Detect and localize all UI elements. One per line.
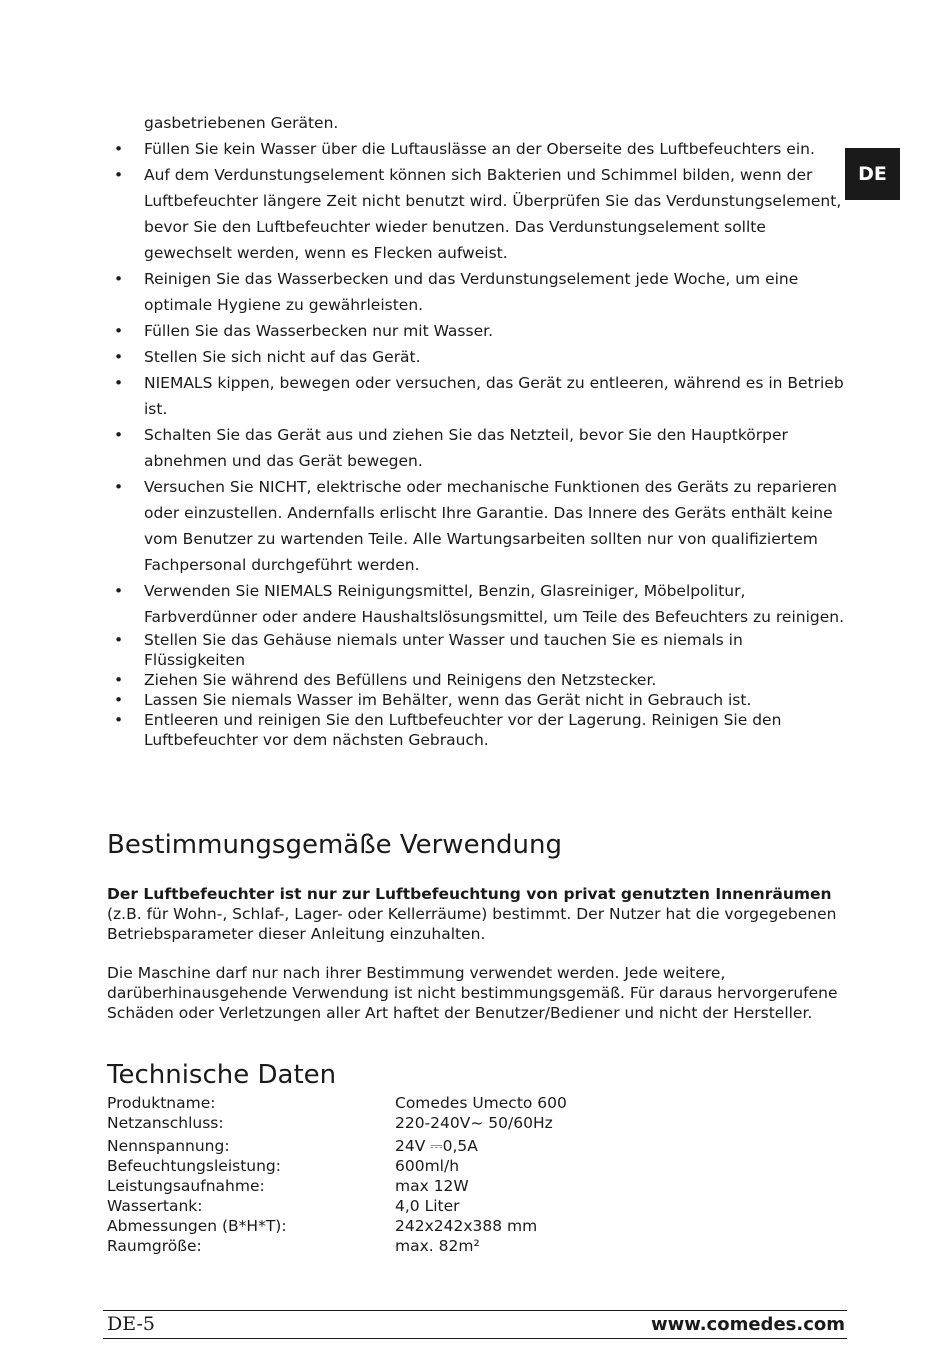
spec-value: 4,0 Liter — [395, 1197, 460, 1215]
spec-label: Produktname: — [107, 1094, 216, 1112]
technical-data-heading: Technische Daten — [107, 1060, 337, 1090]
bullet-icon: • — [114, 348, 124, 366]
continuation-text: gasbetriebenen Geräten. — [144, 114, 339, 132]
spec-value: 600ml/h — [395, 1157, 460, 1175]
spec-value: 242x242x388 mm — [395, 1217, 538, 1235]
spec-row — [107, 1113, 567, 1133]
list-item: • Entleeren und reinigen Sie den Luftbefeuchter vor der Lagerung. Reinigen Sie den Luftbefeuchter vor dem nächsten Gebrauch. — [114, 711, 782, 749]
spec-row — [107, 1156, 567, 1176]
list-item: • Stellen Sie das Gehäuse niemals unter Wasser und tauchen Sie es niemals in Flüssigkeiten — [114, 631, 743, 669]
list-item: • Füllen Sie das Wasserbecken nur mit Wasser. — [107, 318, 847, 344]
bullet-icon: • — [114, 582, 124, 600]
list-item: • NIEMALS kippen, bewegen oder versuchen, das Gerät zu entleeren, während es in Betrieb ist. — [107, 370, 847, 422]
spec-value: 220-240V~ 50/60Hz — [395, 1114, 553, 1132]
spec-row — [107, 1196, 567, 1216]
bullet-icon: • — [114, 322, 124, 340]
bullet-icon: • — [114, 631, 124, 649]
spec-label: Abmessungen (B*H*T): — [107, 1217, 287, 1235]
safety-instructions-list — [107, 110, 847, 750]
technical-data-table — [107, 1093, 567, 1256]
footer-bottom-rule — [103, 1338, 847, 1339]
bullet-icon: • — [114, 671, 124, 689]
intended-use-text: (z.B. für Wohn-, Schlaf-, Lager- oder Kellerräume) bestimmt. Der Nutzer hat die vorgegebenen Betriebsparameter dieser Anleitung einzuhalten. — [107, 905, 837, 943]
footer-top-rule — [103, 1310, 847, 1311]
list-item: • Auf dem Verdunstungselement können sich Bakterien und Schimmel bilden, wenn der Luftbefeuchter längere Zeit nicht benutzt wird. Überprüfen Sie das Verdunstungselement, bevor Sie den Luftbefeuchter wieder benutzen. Das Verdunstungselement sollte gewechselt werden, wenn es Flecken aufweist. — [107, 162, 847, 266]
spec-label: Raumgröße: — [107, 1237, 202, 1255]
intended-use-heading: Bestimmungsgemäße Verwendung — [107, 830, 563, 860]
bullet-icon: • — [114, 426, 124, 444]
bullet-icon: • — [114, 691, 124, 709]
bullet-icon: • — [114, 140, 124, 158]
list-item: • Ziehen Sie während des Befüllens und Reinigens den Netzstecker. — [114, 671, 657, 689]
spec-value: 24V ⎓0,5A — [395, 1137, 478, 1155]
list-item: • Versuchen Sie NICHT, elektrische oder mechanische Funktionen des Geräts zu reparieren oder einzustellen. Andernfalls erlischt Ihre Garantie. Das Innere des Geräts enthält keine vom Benutzer zu wartenden Teile. Alle Wartungsarbeiten sollten nur von qualifiziertem Fachpersonal durchgeführt werden. — [107, 474, 847, 578]
spec-label: Nennspannung: — [107, 1137, 230, 1155]
spec-label: Netzanschluss: — [107, 1114, 224, 1132]
spec-value: Comedes Umecto 600 — [395, 1094, 567, 1112]
intended-use-paragraph-1 — [107, 884, 847, 944]
spec-label: Befeuchtungsleistung: — [107, 1157, 281, 1175]
spec-row — [107, 1136, 567, 1156]
bullet-icon: • — [114, 166, 124, 184]
spec-label: Wassertank: — [107, 1197, 203, 1215]
spec-row — [107, 1236, 567, 1256]
bullet-icon: • — [114, 711, 124, 729]
intended-use-paragraph-2: Die Maschine darf nur nach ihrer Bestimmung verwendet werden. Jede weitere, darüberhinausgehende Verwendung ist nicht bestimmungsgemäß. Für daraus hervorgerufene Schäden oder Verletzungen aller Art haftet der Benutzer/Bediener und nicht der Hersteller. — [107, 964, 838, 1022]
list-item: • Lassen Sie niemals Wasser im Behälter, wenn das Gerät nicht in Gebrauch ist. — [114, 691, 752, 709]
intended-use-bold-text: Der Luftbefeuchter ist nur zur Luftbefeuchtung von privat genutzten Innenräumen — [107, 885, 832, 903]
list-item: • Füllen Sie kein Wasser über die Luftauslässe an der Oberseite des Luftbefeuchters ein. — [107, 136, 847, 162]
list-item: • Stellen Sie sich nicht auf das Gerät. — [107, 344, 847, 370]
website-link[interactable]: www.comedes.com — [650, 1314, 845, 1335]
page-number: DE-5 — [107, 1313, 155, 1335]
list-item: • Reinigen Sie das Wasserbecken und das Verdunstungselement jede Woche, um eine optimale Hygiene zu gewährleisten. — [107, 266, 847, 318]
spec-value: max 12W — [395, 1177, 469, 1195]
bullet-icon: • — [114, 270, 124, 288]
list-item: • Schalten Sie das Gerät aus und ziehen Sie das Netzteil, bevor Sie den Hauptkörper abnehmen und das Gerät bewegen. — [107, 422, 847, 474]
bullet-icon: • — [114, 374, 124, 392]
spec-row — [107, 1216, 567, 1236]
spec-value: max. 82m² — [395, 1237, 480, 1255]
list-item: • Verwenden Sie NIEMALS Reinigungsmittel, Benzin, Glasreiniger, Möbelpolitur, Farbverdünner oder andere Haushaltslösungsmittel, um Teile des Befeuchters zu reinigen. — [107, 578, 847, 630]
spec-row — [107, 1093, 567, 1113]
language-tab: DE — [845, 148, 900, 200]
spec-label: Leistungsaufnahme: — [107, 1177, 265, 1195]
spec-row — [107, 1176, 567, 1196]
bullet-icon: • — [114, 478, 124, 496]
